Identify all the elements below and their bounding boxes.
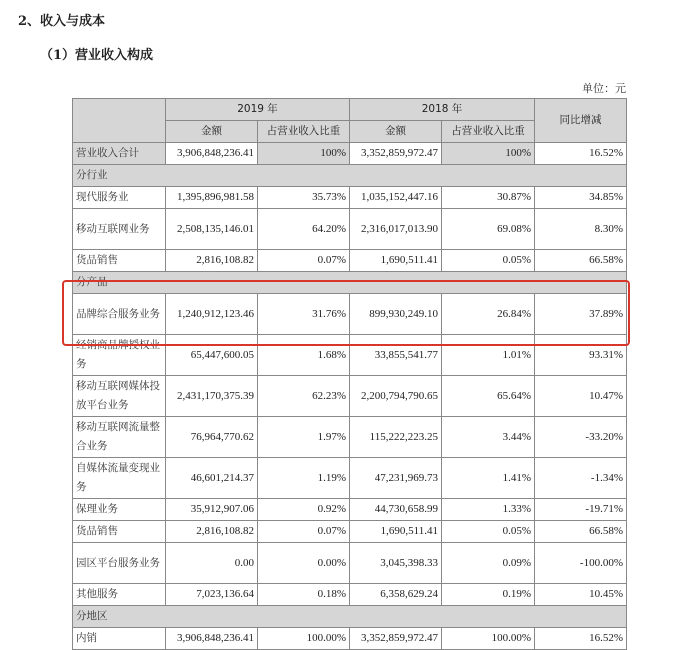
cell-yoy: -33.20% <box>535 417 627 458</box>
table-row <box>73 376 627 417</box>
cell-ratio-2018: 100.00% <box>442 628 535 650</box>
cell-amount-2018: 3,045,398.33 <box>350 543 442 584</box>
cell-label: 内销 <box>73 628 166 650</box>
cell-ratio-2018: 0.09% <box>442 543 535 584</box>
cell-yoy: 66.58% <box>535 250 627 272</box>
cell-yoy: -1.34% <box>535 458 627 499</box>
cell-amount-2019: 35,912,907.06 <box>166 499 258 521</box>
section-heading: 2、收入与成本 <box>18 14 106 29</box>
cell-ratio-2018: 1.01% <box>442 335 535 376</box>
cell-amount-2018: 1,690,511.41 <box>350 521 442 543</box>
cell-label: 品牌综合服务业务 <box>73 294 166 335</box>
cell-ratio-2018: 65.64% <box>442 376 535 417</box>
cell-ratio-2019: 1.68% <box>258 335 350 376</box>
section-title: 分地区 <box>73 606 627 628</box>
cell-ratio-2019: 64.20% <box>258 209 350 250</box>
cell-ratio-2018: 3.44% <box>442 417 535 458</box>
header-yoy: 同比增减 <box>535 99 627 143</box>
cell-label: 保理业务 <box>73 499 166 521</box>
total-row <box>73 143 627 165</box>
cell-amount-2018: 1,035,152,447.16 <box>350 187 442 209</box>
cell-yoy: -19.71% <box>535 499 627 521</box>
table-row <box>73 417 627 458</box>
cell-amount-2018: 2,200,794,790.65 <box>350 376 442 417</box>
table-row <box>73 628 627 650</box>
cell-ratio-2018: 0.05% <box>442 250 535 272</box>
cell-yoy: 37.89% <box>535 294 627 335</box>
cell-yoy: 10.45% <box>535 584 627 606</box>
cell-amount-2018: 6,358,629.24 <box>350 584 442 606</box>
total-amount-2019: 3,906,848,236.41 <box>166 143 258 165</box>
cell-ratio-2018: 26.84% <box>442 294 535 335</box>
cell-amount-2018: 47,231,969.73 <box>350 458 442 499</box>
section-title: 分产品 <box>73 272 627 294</box>
cell-label: 移动互联网业务 <box>73 209 166 250</box>
cell-ratio-2019: 0.07% <box>258 250 350 272</box>
cell-label: 其他服务 <box>73 584 166 606</box>
cell-label: 货品销售 <box>73 521 166 543</box>
cell-yoy: 66.58% <box>535 521 627 543</box>
cell-amount-2019: 46,601,214.37 <box>166 458 258 499</box>
cell-yoy: 34.85% <box>535 187 627 209</box>
cell-label: 现代服务业 <box>73 187 166 209</box>
total-amount-2018: 3,352,859,972.47 <box>350 143 442 165</box>
cell-label: 移动互联网媒体投放平台业务 <box>73 376 166 417</box>
table-row <box>73 187 627 209</box>
cell-ratio-2018: 0.05% <box>442 521 535 543</box>
revenue-table <box>72 98 627 650</box>
cell-ratio-2018: 0.19% <box>442 584 535 606</box>
highlight-box <box>62 280 630 346</box>
cell-amount-2018: 44,730,658.99 <box>350 499 442 521</box>
table-row <box>73 250 627 272</box>
cell-amount-2019: 7,023,136.64 <box>166 584 258 606</box>
section-row <box>73 165 627 187</box>
cell-ratio-2019: 35.73% <box>258 187 350 209</box>
cell-ratio-2019: 100.00% <box>258 628 350 650</box>
cell-yoy: 93.31% <box>535 335 627 376</box>
cell-amount-2019: 2,431,170,375.39 <box>166 376 258 417</box>
cell-amount-2019: 1,395,896,981.58 <box>166 187 258 209</box>
cell-ratio-2019: 0.07% <box>258 521 350 543</box>
cell-ratio-2019: 0.00% <box>258 543 350 584</box>
cell-ratio-2018: 1.33% <box>442 499 535 521</box>
cell-yoy: 16.52% <box>535 628 627 650</box>
cell-amount-2018: 2,316,017,013.90 <box>350 209 442 250</box>
cell-amount-2019: 1,240,912,123.46 <box>166 294 258 335</box>
total-label: 营业收入合计 <box>73 143 166 165</box>
cell-amount-2019: 65,447,600.05 <box>166 335 258 376</box>
cell-label: 移动互联网流量整合业务 <box>73 417 166 458</box>
cell-ratio-2019: 1.97% <box>258 417 350 458</box>
subsection-heading: （1）营业收入构成 <box>40 48 154 63</box>
cell-yoy: -100.00% <box>535 543 627 584</box>
cell-label: 园区平台服务业务 <box>73 543 166 584</box>
corner-cell <box>73 99 166 143</box>
section-row <box>73 606 627 628</box>
cell-amount-2019: 3,906,848,236.41 <box>166 628 258 650</box>
header-ratio-2018: 占营业收入比重 <box>442 121 535 143</box>
table-row <box>73 209 627 250</box>
unit-label: 单位：元 <box>582 82 626 95</box>
header-2018: 2018 年 <box>350 99 535 121</box>
cell-amount-2019: 2,816,108.82 <box>166 250 258 272</box>
cell-label: 自媒体流量变现业务 <box>73 458 166 499</box>
cell-ratio-2018: 30.87% <box>442 187 535 209</box>
cell-ratio-2019: 0.92% <box>258 499 350 521</box>
table-row <box>73 499 627 521</box>
cell-ratio-2019: 31.76% <box>258 294 350 335</box>
cell-ratio-2018: 69.08% <box>442 209 535 250</box>
cell-amount-2018: 3,352,859,972.47 <box>350 628 442 650</box>
total-ratio-2018: 100% <box>442 143 535 165</box>
total-yoy: 16.52% <box>535 143 627 165</box>
header-ratio-2019: 占营业收入比重 <box>258 121 350 143</box>
cell-amount-2019: 2,816,108.82 <box>166 521 258 543</box>
cell-amount-2018: 1,690,511.41 <box>350 250 442 272</box>
total-ratio-2019: 100% <box>258 143 350 165</box>
cell-ratio-2019: 1.19% <box>258 458 350 499</box>
cell-label: 经销商品牌授权业务 <box>73 335 166 376</box>
cell-amount-2019: 0.00 <box>166 543 258 584</box>
cell-ratio-2019: 0.18% <box>258 584 350 606</box>
section-title: 分行业 <box>73 165 627 187</box>
header-2019: 2019 年 <box>166 99 350 121</box>
cell-amount-2018: 899,930,249.10 <box>350 294 442 335</box>
cell-ratio-2019: 62.23% <box>258 376 350 417</box>
table-row <box>73 458 627 499</box>
header-amount-2019: 金额 <box>166 121 258 143</box>
cell-amount-2018: 33,855,541.77 <box>350 335 442 376</box>
cell-yoy: 10.47% <box>535 376 627 417</box>
cell-label: 货品销售 <box>73 250 166 272</box>
table-row <box>73 584 627 606</box>
table-row <box>73 521 627 543</box>
table-row <box>73 543 627 584</box>
cell-amount-2018: 115,222,223.25 <box>350 417 442 458</box>
cell-amount-2019: 2,508,135,146.01 <box>166 209 258 250</box>
header-amount-2018: 金额 <box>350 121 442 143</box>
cell-ratio-2018: 1.41% <box>442 458 535 499</box>
cell-amount-2019: 76,964,770.62 <box>166 417 258 458</box>
cell-yoy: 8.30% <box>535 209 627 250</box>
